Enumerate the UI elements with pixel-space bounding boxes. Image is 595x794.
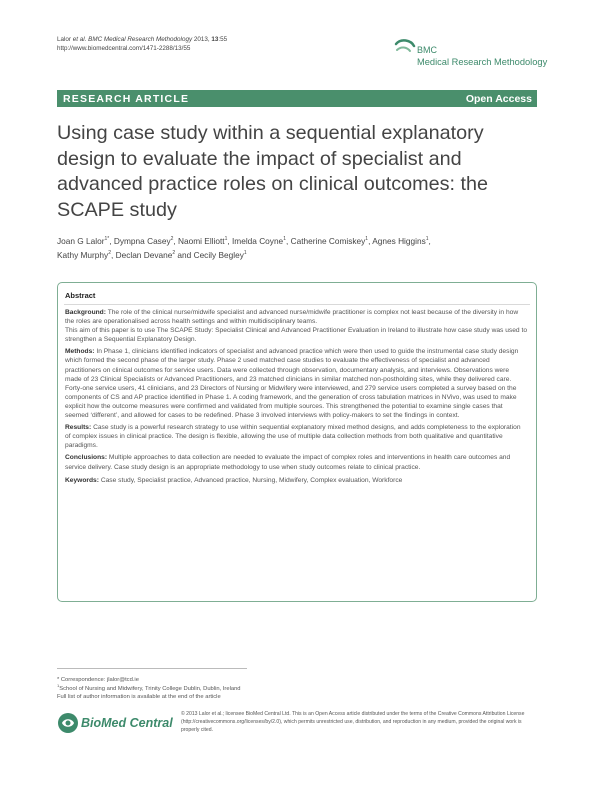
author[interactable]: Agnes Higgins$^1$ [372,236,429,246]
logo-name: BMC [417,45,437,55]
article-type-label: RESEARCH ARTICLE [63,93,190,105]
citation-line [57,35,227,44]
abstract-aim: This aim of this paper is to use The SCAPE Study: Specialist Clinical and Advanced Practitioner Evaluation in Ireland to illustrate how case study was used to strengthen a Sequential Explanatory Design. [65,327,528,344]
open-access-label: Open Access [465,93,532,105]
author[interactable]: Kathy Murphy$^2$ [57,250,111,260]
author[interactable]: Catherine Comiskey$^1$ [290,236,369,246]
logo-journal: Medical Research Methodology [417,57,548,67]
citation-authors: Lalor [57,36,72,43]
author[interactable]: Naomi Elliott$^1$ [178,236,228,246]
footnote-divider [57,668,247,669]
publisher-logo [57,712,172,734]
author[interactable]: Cecily Begley$^1$ [193,250,247,260]
citation-article: :55 [218,36,228,43]
publisher-logo-text: BioMed Central [81,716,173,730]
bmc-logo-icon [393,38,417,62]
correspondence[interactable]: * Correspondence: jlalor@tcd.ie [57,677,139,683]
abstract-results: Results: Case study is a powerful research strategy to use within sequential explanatory mixed method designs, and adds completeness to the exploration of complex issues in clinical practice. The design is flexible, allowing the use of multiple data collection methods from both qualitative and quantitative paradigms. [65,424,521,450]
article-title: Using case study within a sequential explanatory design to evaluate the impact of specialist and advanced practice roles on clinical outcomes: the SCAPE study [57,122,489,221]
article-type-banner [57,90,537,107]
license-text: © 2013 Lalor et al.; licensee BioMed Central Ltd. This is an Open Access article distributed under the terms of the Creative Commons Attribution License (http://creativecommons.org/licenses/by/2.0), which permits unrestricted use, distribution, and reproduction in any medium, provided the original work is properly cited. [181,711,525,734]
citation-volume: 13 [211,36,219,43]
abstract-heading: Abstract [65,291,96,300]
author[interactable]: Dympna Casey$^2$ [113,236,174,246]
citation-url[interactable]: http://www.biomedcentral.com/1471-2288/13/55 [57,45,191,52]
author[interactable]: Imelda Coyne$^1$ [231,236,286,246]
abstract-divider [64,304,530,305]
author-list: Joan G Lalor$^{1*}$, Dympna Casey$^2$, Naomi Elliott$^1$, Imelda Coyne$^1$, Catherine Comiskey$^1$, Agnes Higgins$^1$, Kathy Murphy$^2$, Declan Devane$^2$ and Cecily Begley$^1$ [57,236,431,260]
author[interactable]: Joan G Lalor$^{1*}$ [57,236,110,246]
author[interactable]: Declan Devane$^2$ [115,250,176,260]
biomed-central-icon [57,712,79,734]
abstract-background: Background: The role of the clinical nurse/midwife specialist and advanced nurse/midwife practitioner is complex not least because of the diversity in how the roles are operationalised across health settings and within multidisciplinary teams. This aim of this paper is to use The SCAPE Study: Specialist Clinical and Advanced Practitioner Evaluation in Ireland to illustrate how case study was used to strengthen a Sequential Explanatory Design. [65,309,528,344]
footnotes [57,676,241,702]
abstract-conclusions: Conclusions: Multiple approaches to data collection are needed to evaluate the impact of complex roles and interventions in health care outcomes and service delivery. Case study design is an appropriate methodology to use when study outcomes relate to clinical practice. [65,454,511,471]
abstract-keywords: Keywords: Case study, Specialist practice, Advanced practice, Nursing, Midwifery, Complex evaluation, Workforce [65,476,403,484]
abstract-methods: Methods: In Phase 1, clinicians identified indicators of specialist and advanced practice which were then used to guide the instrumental case study design which formed the second phase of the larger study. Phase 2 used matched case studies to evaluate the effectiveness of specialist and advanced practitioners on clinical outcomes for service users. Data were collected through observation, documentary analysis, and interviews. Observations were made of 23 Clinical Specialists or Advanced Practitioners, and 23 matched clinicians in similar matched non-postholding sites, while they delivered care. Forty-one service users, 41 clinicians, and 23 Directors of Nursing or Midwifery were interviewed, and 279 service users completed a survey based on the components of CS and AP practice identified in Phase 1. A coding framework, and the generation of cross tabulation matrices in NVivo, was used to make explicit how the outcome measures were confirmed and validated from multiple sources. This strengthened the potential to examine single cases that seemed ‘different’, and allowed for cases to be redefined. Phase 3 involved interviews with policy-makers to set the findings in context. [65,348,519,420]
citation-journal: et al. BMC Medical Research Methodology [72,36,193,43]
abstract-box [57,282,537,602]
author-info-note: Full list of author information is available at the end of the article [57,694,221,701]
abstract-body [65,308,527,488]
journal-logo [393,38,548,74]
affiliation: $^1$School of Nursing and Midwifery, Trinity College Dublin, Dublin, Ireland [57,682,241,692]
citation-header [57,35,227,53]
citation-year: 2013, [193,36,210,43]
